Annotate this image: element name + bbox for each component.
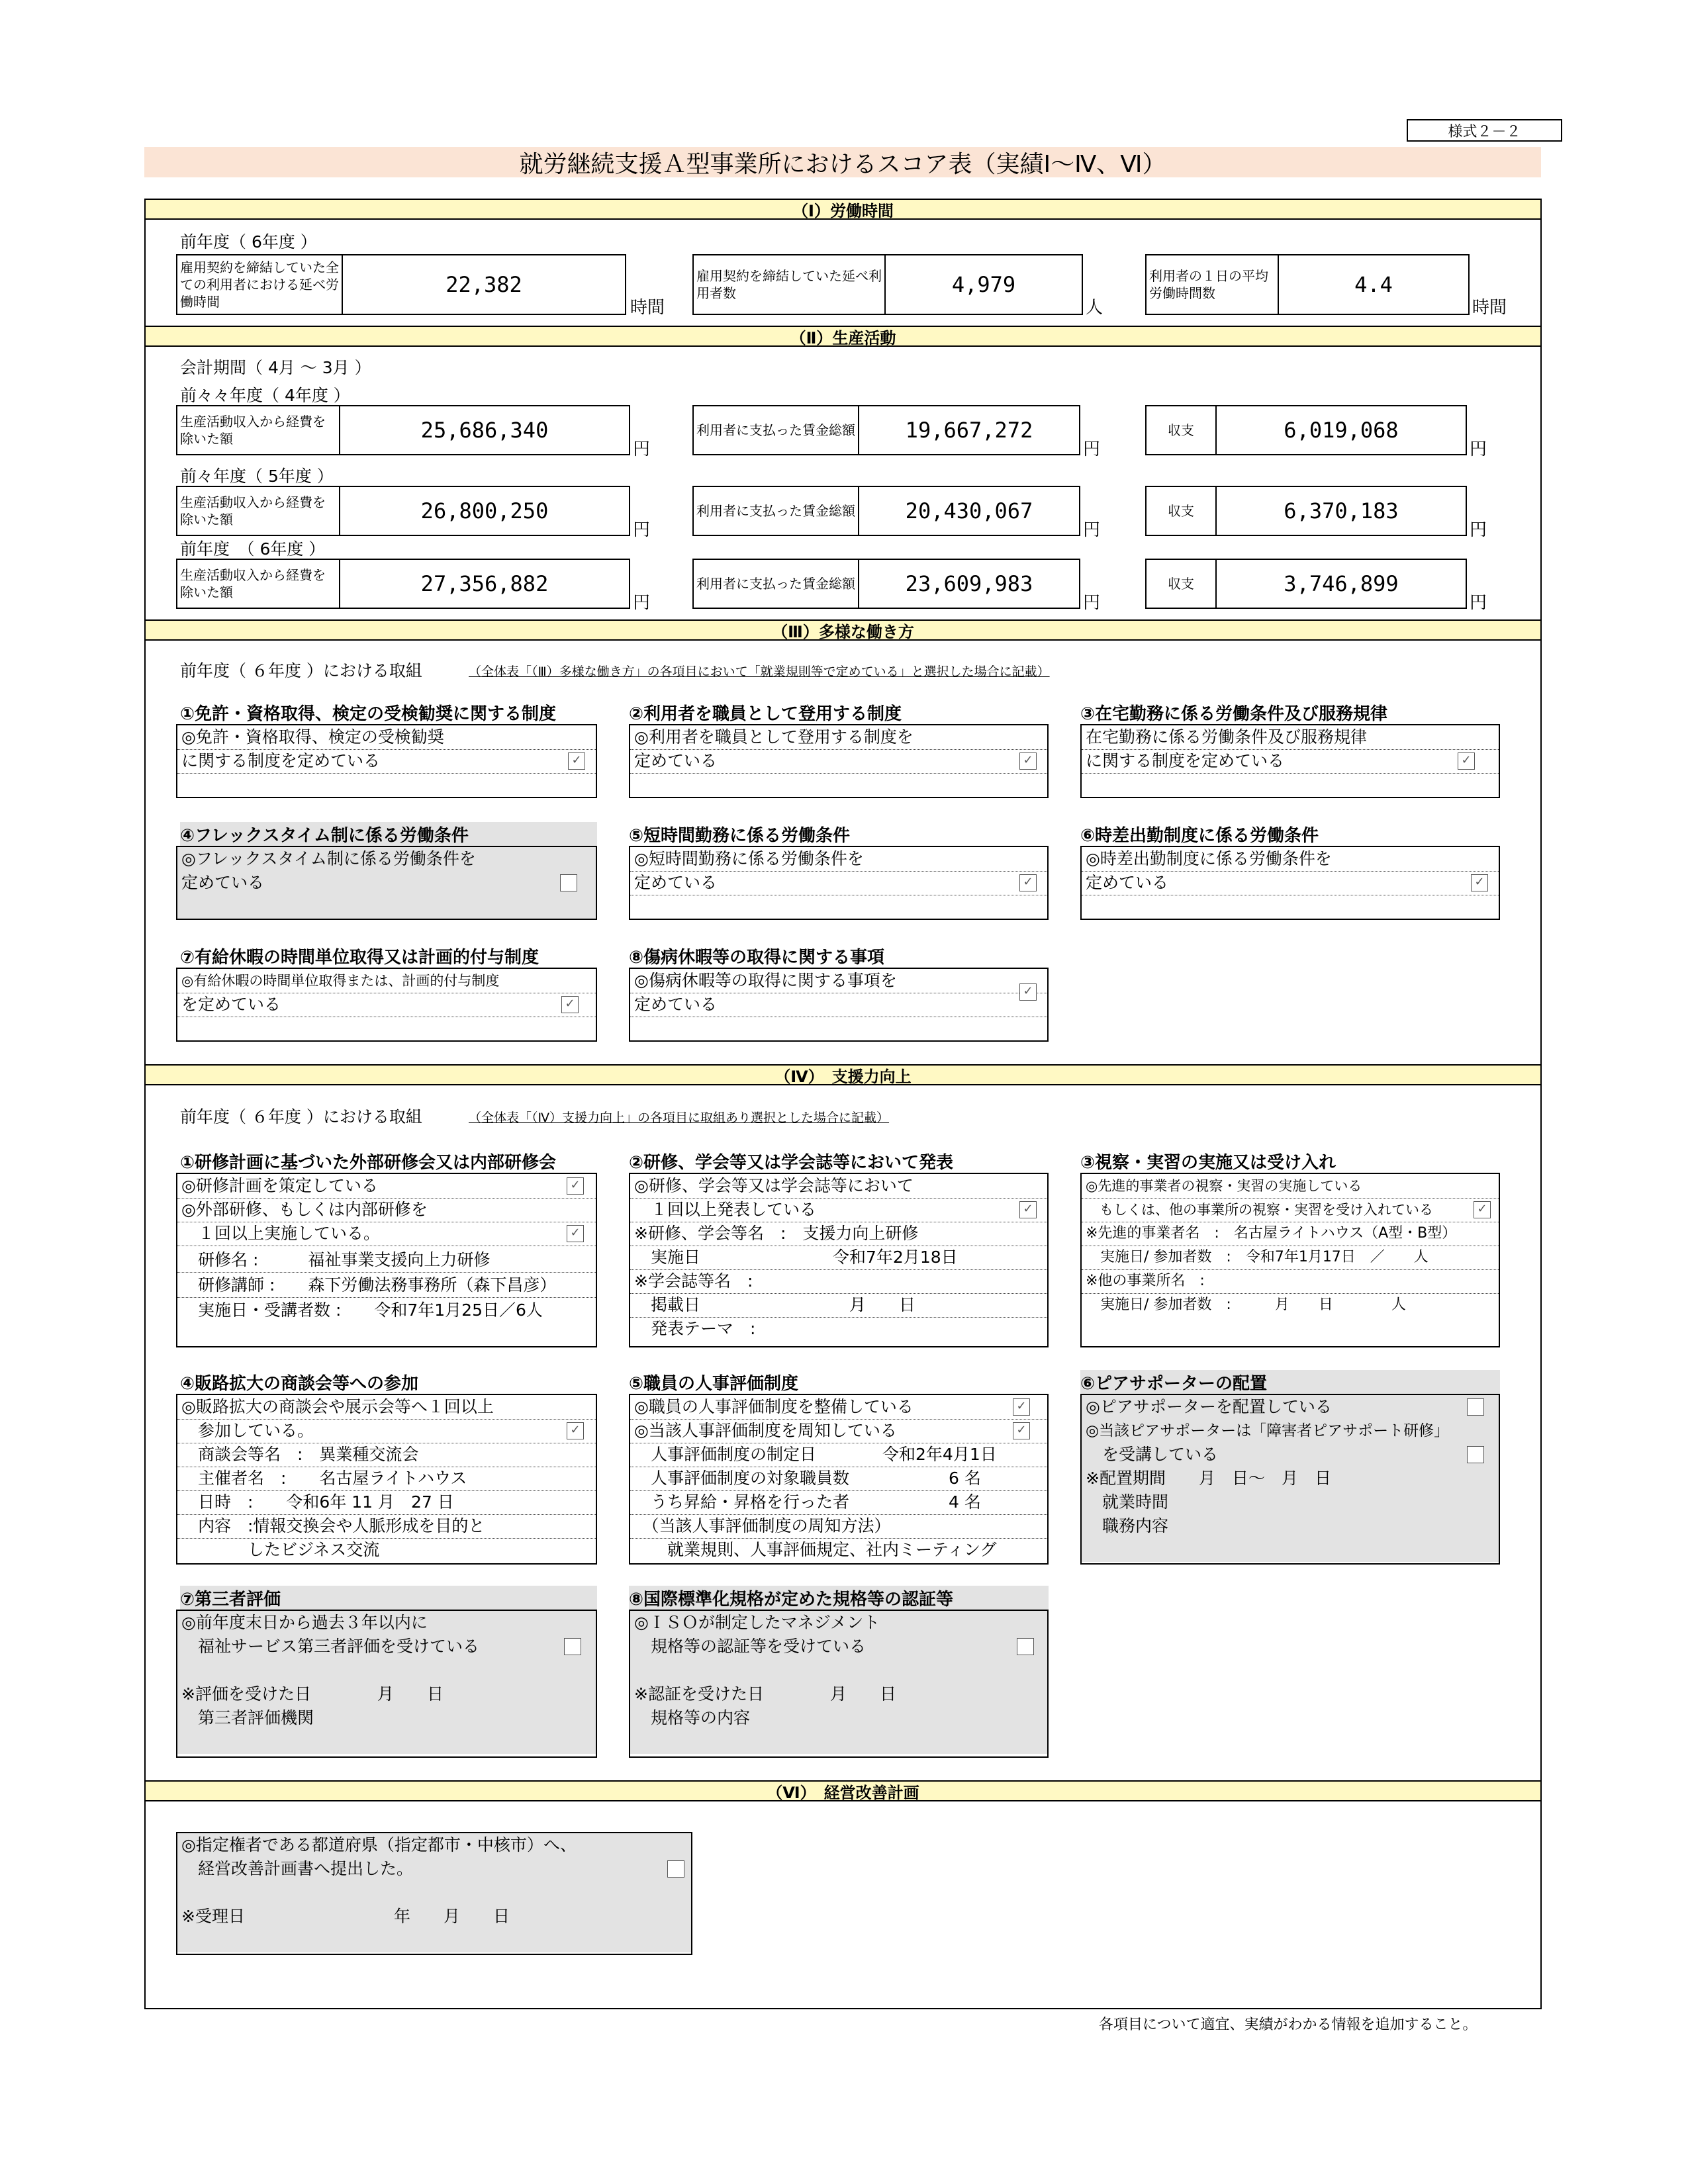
user-count-unit: 人 (1086, 298, 1103, 318)
s6-checkbox[interactable] (667, 1860, 684, 1878)
fy5-income-unit: 円 (633, 520, 651, 540)
fy4-wage-unit: 円 (1083, 439, 1101, 459)
fy6-wage-unit: 円 (1083, 593, 1101, 613)
s4-item2-checkbox[interactable]: ✓ (1019, 1201, 1037, 1218)
s4-item3-title: ③視察・実習の実施又は受け入れ (1080, 1153, 1336, 1173)
s3-item3-checkbox[interactable]: ✓ (1458, 752, 1475, 770)
s4-item5-title: ⑤職員の人事評価制度 (629, 1374, 799, 1394)
fy4-wage-value: 19,667,272 (905, 418, 1033, 443)
s4-item6-box (1080, 1394, 1500, 1565)
s4-item3-row2: もしくは、他の事業所の視察・実習を受け入れている (1082, 1198, 1499, 1222)
s6-row5 (177, 1929, 691, 1952)
s4-item2-row2: １回以上発表している (630, 1198, 1047, 1222)
fy6-balance-box (1145, 559, 1467, 609)
s4-item6-title: ⑥ピアサポーターの配置 (1080, 1370, 1500, 1394)
section-1-year: 前年度（ 6年度 ） (180, 232, 317, 251)
s3-item6-row3 (1082, 895, 1499, 919)
s4-item6-row6: 職務内容 (1082, 1514, 1499, 1539)
section-6-header: （Ⅵ） 経営改善計画 (146, 1780, 1540, 1801)
fy5-wage-label: 利用者に支払った賃金総額 (694, 487, 859, 535)
s4-item8-box (629, 1610, 1049, 1758)
s3-item8-row2: 定めている (630, 993, 1047, 1017)
s4-item7-row2: 福祉サービス第三者評価を受けている (177, 1635, 596, 1659)
fy6-label: 前年度 （ 6年度 ） (180, 539, 326, 559)
fy6-wage-label: 利用者に支払った賃金総額 (694, 560, 859, 608)
s4-item7-row6 (177, 1730, 596, 1754)
s3-item3-row1: 在宅勤務に係る労働条件及び服務規律 (1082, 725, 1499, 750)
s3-item5-title: ⑤短時間勤務に係る労働条件 (629, 826, 851, 846)
fy5-wage-box (692, 486, 1080, 536)
section-4-intro-note: （全体表「（Ⅳ）支援力向上」の各項目に取組あり選択とした場合に記載） (469, 1111, 890, 1125)
s4-item8-row5: 規格等の内容 (630, 1706, 1047, 1731)
s4-item1-box (176, 1173, 597, 1347)
s4-item7-checkbox[interactable] (564, 1638, 581, 1655)
s4-item8-row1: ◎ＩＳＯが制定したマネジメント (630, 1611, 1047, 1635)
s4-item5-row2: ◎当該人事評価制度を周知している (630, 1419, 1047, 1443)
s4-item2-row6: 掲載日 月 日 (630, 1293, 1047, 1318)
s4-item6-row1: ◎ピアサポーターを配置している (1082, 1395, 1499, 1420)
s3-item6-row2: 定めている (1082, 871, 1499, 895)
s4-item3-row3: ※先進的事業者名 : 名古屋ライトハウス（A型・B型） (1082, 1222, 1499, 1246)
s6-box (176, 1832, 692, 1955)
s3-item5-row2: 定めている (630, 871, 1047, 895)
fy5-wage-value: 20,430,067 (905, 498, 1033, 523)
s4-item1-row4: 研修名 : 福祉事業支援向上力研修 (177, 1248, 596, 1273)
s4-item1-title: ①研修計画に基づいた外部研修会又は内部研修会 (180, 1153, 557, 1173)
s3-item2-box (629, 724, 1049, 798)
fy4-income-unit: 円 (633, 439, 651, 459)
fy6-wage-box (692, 559, 1080, 609)
section-4-intro: 前年度（ ６年度 ）における取組 (180, 1107, 422, 1126)
s3-item7-row1: ◎有給休暇の時間単位取得または、計画的付与制度 (177, 969, 596, 993)
form-number: 様式２－２ (1407, 119, 1562, 142)
s3-item7-title: ⑦有給休暇の時間単位取得又は計画的付与制度 (180, 948, 539, 968)
s3-item4-row1: ◎フレックスタイム制に係る労働条件を (177, 847, 596, 872)
fy4-income-value: 25,686,340 (420, 418, 549, 443)
fy4-balance-box (1145, 405, 1467, 455)
s3-item1-title: ①免許・資格取得、検定の受検勧奨に関する制度 (180, 704, 557, 724)
s4-item6-row3: を受講している (1082, 1443, 1499, 1467)
s3-item5-row1: ◎短時間勤務に係る労働条件を (630, 847, 1047, 872)
s3-item4-title: ④フレックスタイム制に係る労働条件 (180, 822, 597, 846)
s3-item6-checkbox[interactable]: ✓ (1471, 874, 1488, 891)
s4-item1-row1: ◎研修計画を策定している (177, 1174, 596, 1199)
s3-item5-checkbox[interactable]: ✓ (1019, 874, 1037, 891)
fy6-income-value: 27,356,882 (420, 571, 549, 596)
s4-item3-row6: 実施日/ 参加者数 : 月 日 人 (1086, 1297, 1406, 1313)
s3-item7-row2: を定めている (177, 993, 596, 1017)
fy6-balance-value: 3,746,899 (1284, 571, 1399, 596)
s3-item4-checkbox[interactable] (560, 874, 577, 891)
user-count-value: 4,979 (951, 272, 1016, 297)
s4-item2-row1: ◎研修、学会等又は学会誌等において (630, 1174, 1047, 1199)
s4-item4-row1: ◎販路拡大の商談会や展示会等へ１回以上 (177, 1395, 596, 1420)
s4-item7-title: ⑦第三者評価 (180, 1586, 597, 1610)
s4-item6-row2: ◎当該ピアサポーターは「障害者ピアサポート研修」 (1082, 1419, 1499, 1443)
s6-row2: 経営改善計画書へ提出した。 (177, 1857, 691, 1882)
section-4-header: （Ⅳ） 支援力向上 (146, 1064, 1540, 1085)
fy6-balance-unit: 円 (1470, 593, 1487, 613)
footer-note: 各項目について適宜、実績がわかる情報を追加すること。 (1099, 2017, 1477, 2033)
s4-item4-row6: 内容 :情報交換会や人脈形成を目的と (177, 1514, 596, 1539)
s3-item2-row2: 定めている (630, 749, 1047, 774)
s4-item8-row4: ※認証を受けた日 月 日 (630, 1682, 1047, 1707)
s4-item4-checkbox[interactable]: ✓ (567, 1422, 584, 1439)
s4-item4-box (176, 1394, 597, 1565)
s3-item1-row2: に関する制度を定めている (177, 749, 596, 774)
section-3-intro-note: （全体表「（Ⅲ）多様な働き方」の各項目において「就業規則等で定めている」と選択した場合に記載） (469, 664, 1050, 679)
s4-item4-row2: 参加している。 (177, 1419, 596, 1443)
s4-item2-box (629, 1173, 1049, 1347)
s4-item5-row3: 人事評価制度の制定日 令和2年4月1日 (630, 1443, 1047, 1467)
s3-item2-checkbox[interactable]: ✓ (1019, 752, 1037, 770)
fy6-wage-value: 23,609,983 (905, 571, 1033, 596)
fy4-income-box (176, 405, 630, 455)
s4-item2-row3: ※研修、学会等名 : 支援力向上研修 (630, 1222, 1047, 1246)
s3-item2-title: ②利用者を職員として登用する制度 (629, 704, 902, 724)
s3-item4-box (176, 846, 597, 920)
s3-item3-box (1080, 724, 1500, 798)
s4-item6-row5: 就業時間 (1082, 1490, 1499, 1515)
s3-item1-checkbox[interactable]: ✓ (568, 752, 585, 770)
s3-item7-box (176, 968, 597, 1042)
s4-item5-checkbox-informed[interactable]: ✓ (1013, 1422, 1030, 1439)
total-work-hours-value: 22,382 (445, 272, 522, 297)
user-count-box (692, 254, 1083, 315)
fy5-balance-unit: 円 (1470, 520, 1487, 540)
s4-item7-row4: ※評価を受けた日 月 日 (177, 1682, 596, 1707)
fy6-income-unit: 円 (633, 593, 651, 613)
s3-item3-row3 (1082, 773, 1499, 797)
s4-item1-checkbox-training[interactable]: ✓ (567, 1225, 584, 1242)
s3-item3-title: ③在宅勤務に係る労働条件及び服務規律 (1080, 704, 1388, 724)
s4-item5-row7: 就業規則、人事評価規定、社内ミーティング (634, 1540, 997, 1559)
s3-item8-row3 (630, 1017, 1047, 1040)
s4-item8-title: ⑧国際標準化規格が定めた規格等の認証等 (629, 1586, 1049, 1610)
s4-item3-row5: ※他の事業所名 : (1082, 1269, 1499, 1294)
page-title: 就労継続支援Ａ型事業所におけるスコア表（実績Ⅰ～Ⅳ、Ⅵ） (144, 147, 1541, 177)
s6-row4: ※受理日 年 月 日 (177, 1905, 691, 1929)
total-work-hours-label: 雇用契約を締結していた全ての利用者における延べ労働時間 (177, 255, 343, 314)
fy5-balance-box (1145, 486, 1467, 536)
s4-item7-row3 (177, 1659, 596, 1683)
fy5-balance-label: 収支 (1147, 487, 1217, 535)
fy4-balance-unit: 円 (1470, 439, 1487, 459)
section-3-header: （Ⅲ）多様な働き方 (146, 619, 1540, 641)
s4-item6-row4: ※配置期間 月 日～ 月 日 (1082, 1467, 1499, 1491)
s4-item4-row7: したビジネス交流 (181, 1540, 380, 1559)
s4-item5-row5: うち昇給・昇格を行った者 4 名 (630, 1490, 1047, 1515)
fy6-balance-label: 収支 (1147, 560, 1217, 608)
fy5-income-label: 生産活動収入から経費を除いた額 (177, 487, 340, 535)
s4-item4-title: ④販路拡大の商談会等への参加 (180, 1374, 419, 1394)
s4-item4-row3: 商談会等名 : 異業種交流会 (177, 1443, 596, 1467)
s3-item1-box (176, 724, 597, 798)
s3-item8-checkbox[interactable]: ✓ (1019, 983, 1037, 1001)
s3-item8-title: ⑧傷病休暇等の取得に関する事項 (629, 948, 885, 968)
s3-item5-box (629, 846, 1049, 920)
s3-item2-row1: ◎利用者を職員として登用する制度を (630, 725, 1047, 750)
s4-item1-row3: １回以上実施している。 (177, 1222, 596, 1246)
s3-item1-row1: ◎免許・資格取得、検定の受検勧奨 (177, 725, 596, 750)
s4-item1-row2: ◎外部研修、もしくは内部研修を (177, 1198, 596, 1222)
s4-item4-row4: 主催者名 : 名古屋ライトハウス (177, 1467, 596, 1491)
fy5-balance-value: 6,370,183 (1284, 498, 1399, 523)
fy5-wage-unit: 円 (1083, 520, 1101, 540)
fy4-balance-label: 収支 (1147, 406, 1217, 454)
s4-item5-row6: （当該人事評価制度の周知方法） (630, 1514, 1047, 1539)
s4-item3-row1: ◎先進的事業者の視察・実習の実施している (1082, 1174, 1499, 1199)
fy6-income-label: 生産活動収入から経費を除いた額 (177, 560, 340, 608)
s4-item6-checkbox-trained[interactable] (1467, 1446, 1484, 1463)
s6-row3 (177, 1881, 691, 1905)
s4-item6-row7 (1082, 1538, 1499, 1562)
total-work-hours-unit: 時間 (630, 298, 665, 318)
s4-item2-row5: ※学会誌等名 : (630, 1269, 1047, 1294)
s4-item1-row5: 研修講師 : 森下労働法務事務所（森下昌彦） (177, 1273, 596, 1298)
avg-hours-value: 4.4 (1354, 272, 1393, 297)
fy6-income-box (176, 559, 630, 609)
s3-item4-row2: 定めている (177, 871, 596, 895)
s3-item8-box (629, 968, 1049, 1042)
s3-item6-box (1080, 846, 1500, 920)
fy4-wage-label: 利用者に支払った賃金総額 (694, 406, 859, 454)
s4-item2-row7: 発表テーマ : (634, 1319, 756, 1338)
s3-item6-row1: ◎時差出勤制度に係る労働条件を (1082, 847, 1499, 872)
s4-item7-row5: 第三者評価機関 (177, 1706, 596, 1731)
fy5-label: 前々年度（ 5年度 ） (180, 467, 334, 486)
fy4-wage-box (692, 405, 1080, 455)
s3-item7-checkbox[interactable]: ✓ (561, 996, 579, 1013)
fy4-label: 前々々年度（ 4年度 ） (180, 386, 350, 405)
fy5-income-box (176, 486, 630, 536)
section-1-header: （Ⅰ）労働時間 (146, 199, 1540, 220)
section-3-intro: 前年度（ ６年度 ）における取組 (180, 661, 422, 680)
s4-item3-row4: 実施日/ 参加者数 : 令和7年1月17日 ／ 人 (1082, 1246, 1499, 1270)
s4-item3-box (1080, 1173, 1500, 1347)
s3-item8-row1: ◎傷病休暇等の取得に関する事項を (630, 969, 1047, 993)
accounting-period: 会計期間（ 4月 ～ 3月 ） (180, 358, 371, 377)
s3-item3-row2: に関する制度を定めている (1082, 749, 1499, 774)
avg-hours-label: 利用者の１日の平均労働時間数 (1147, 255, 1279, 314)
avg-hours-unit: 時間 (1472, 298, 1507, 318)
s3-item5-row3 (630, 895, 1047, 919)
s4-item7-row1: ◎前年度末日から過去３年以内に (177, 1611, 596, 1635)
s4-item3-checkbox[interactable]: ✓ (1474, 1201, 1491, 1218)
s4-item2-title: ②研修、学会等又は学会誌等において発表 (629, 1153, 954, 1173)
s3-item6-title: ⑥時差出勤制度に係る労働条件 (1080, 826, 1319, 846)
s4-item8-row3 (630, 1659, 1047, 1683)
fy5-income-value: 26,800,250 (420, 498, 549, 523)
s4-item1-row6: 実施日・受講者数 : 令和7年1月25日／6人 (181, 1300, 543, 1320)
s4-item8-row6 (630, 1730, 1047, 1754)
s4-item4-row5: 日時 : 令和6年 11 月 27 日 (177, 1490, 596, 1515)
s3-item7-row3 (177, 1017, 596, 1040)
fy4-income-label: 生産活動収入から経費を除いた額 (177, 406, 340, 454)
user-count-label: 雇用契約を締結していた延べ利用者数 (694, 255, 886, 314)
fy4-balance-value: 6,019,068 (1284, 418, 1399, 443)
s4-item2-row4: 実施日 令和7年2月18日 (630, 1246, 1047, 1270)
s6-row1: ◎指定権者である都道府県（指定都市・中核市）へ、 (177, 1833, 691, 1858)
s4-item5-box (629, 1394, 1049, 1565)
s4-item5-row4: 人事評価制度の対象職員数 6 名 (630, 1467, 1047, 1491)
s3-item4-row3 (177, 895, 596, 919)
section-2-header: （Ⅱ）生産活動 (146, 326, 1540, 347)
s4-item6-checkbox-placed[interactable] (1467, 1398, 1484, 1416)
total-work-hours-box (176, 254, 626, 315)
avg-hours-box (1145, 254, 1470, 315)
s4-item8-row2: 規格等の認証等を受けている (630, 1635, 1047, 1659)
s3-item2-row3 (630, 773, 1047, 797)
s4-item5-row1: ◎職員の人事評価制度を整備している (630, 1395, 1047, 1420)
s4-item1-checkbox-plan[interactable]: ✓ (567, 1177, 584, 1195)
s3-item1-row3 (177, 773, 596, 797)
s4-item7-box (176, 1610, 597, 1758)
s4-item5-checkbox-established[interactable]: ✓ (1013, 1398, 1030, 1416)
s4-item8-checkbox[interactable] (1017, 1638, 1034, 1655)
